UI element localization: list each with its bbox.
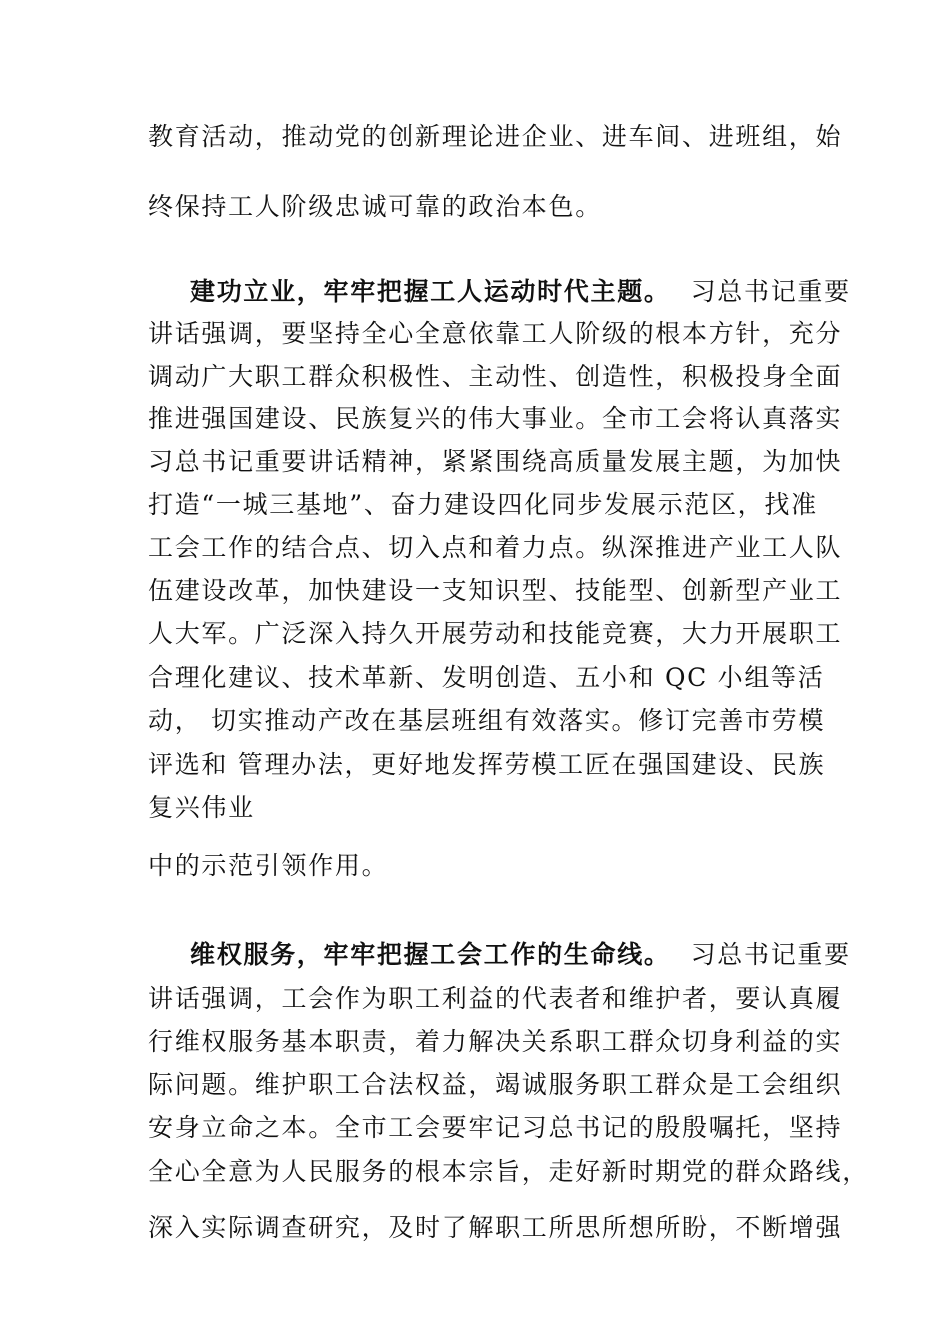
paragraph-line: 合理化建议、技术革新、发明创造、五小和 QC 小组等活 [148, 663, 825, 692]
paragraph-line: 际问题。维护职工合法权益，竭诚服务职工群众是工会组织 [148, 1070, 843, 1099]
paragraph-line: 复兴伟业 [148, 793, 255, 822]
paragraph-line: 讲话强调，要坚持全心全意依靠工人阶级的根本方针，充分 [148, 319, 843, 348]
section-heading: 维权服务，牢牢把握工会工作的生命线。 [190, 940, 671, 969]
paragraph-line: 推进强国建设、民族复兴的伟大事业。全市工会将认真落实 [148, 404, 843, 433]
paragraph-line: 工会工作的结合点、切入点和着力点。纵深推进产业工人队 [148, 533, 843, 562]
paragraph-line: 调动广大职工群众积极性、主动性、创造性，积极投身全面 [148, 362, 843, 391]
paragraph-line: 深入实际调查研究，及时了解职工所思所想所盼，不断增强 [148, 1213, 843, 1242]
section-heading: 建功立业，牢牢把握工人运动时代主题。 [190, 277, 671, 306]
paragraph-line: 动， 切实推动产改在基层班组有效落实。修订完善市劳模 [148, 706, 826, 735]
paragraph-line: 教育活动，推动党的创新理论进企业、进车间、进班组，始 [148, 122, 843, 151]
paragraph-line: 讲话强调，工会作为职工利益的代表者和维护者，要认真履 [148, 984, 843, 1013]
paragraph-line: 终保持工人阶级忠诚可靠的政治本色。 [148, 192, 602, 221]
section-heading-line [190, 277, 851, 307]
paragraph-line: 伍建设改革，加快建设一支知识型、技能型、创新型产业工 [148, 576, 843, 605]
paragraph-text: 习总书记重要 [690, 940, 851, 969]
paragraph-line: 打造“一城三基地”、奋力建设四化同步发展示范区，找准 [148, 490, 818, 519]
paragraph-line: 评选和 管理办法，更好地发挥劳模工匠在强国建设、民族 [148, 750, 826, 779]
paragraph-text: 习总书记重要 [690, 277, 851, 306]
paragraph-line: 习总书记重要讲话精神，紧紧围绕高质量发展主题，为加快 [148, 447, 843, 476]
section-heading-line [190, 940, 851, 970]
paragraph-line: 安身立命之本。全市工会要牢记习总书记的殷殷嘱托，坚持 [148, 1113, 843, 1142]
paragraph-line: 全心全意为人民服务的根本宗旨，走好新时期党的群众路线， [148, 1157, 869, 1186]
paragraph-line: 人大军。广泛深入持久开展劳动和技能竞赛，大力开展职工 [148, 619, 843, 648]
paragraph-line: 中的示范引领作用。 [148, 851, 389, 880]
paragraph-line: 行维权服务基本职责，着力解决关系职工群众切身利益的实 [148, 1027, 843, 1056]
